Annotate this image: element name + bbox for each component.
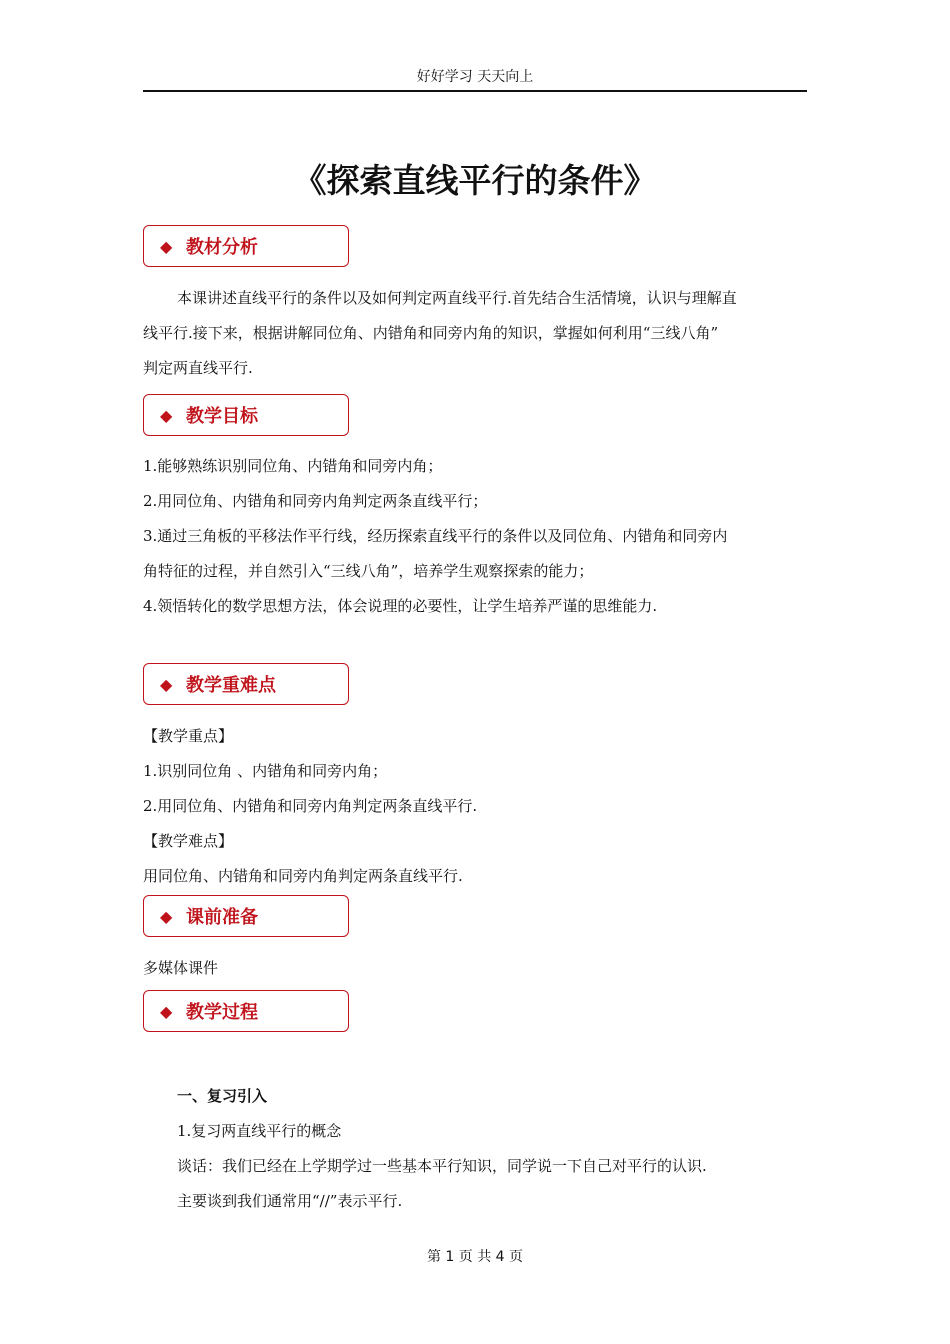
process-content — [177, 1079, 807, 1219]
section-key-points — [143, 663, 349, 705]
preparation-text: 多媒体课件 — [143, 959, 219, 977]
list-item: 1.能够熟练识别同位角、内错角和同旁内角； — [143, 457, 443, 475]
goals-list — [143, 449, 807, 624]
process-line: 1.复习两直线平行的概念 — [177, 1122, 342, 1140]
paragraph-line: 判定两直线平行. — [143, 359, 253, 377]
step-title: 一、复习引入 — [177, 1087, 268, 1105]
list-item: 用同位角、内错角和同旁内角判定两条直线平行. — [143, 867, 463, 885]
list-item: 4.领悟转化的数学思想方法，体会说理的必要性，让学生培养严谨的思维能力. — [143, 597, 658, 615]
analysis-paragraph — [143, 281, 807, 386]
section-goals — [143, 394, 349, 436]
list-item: 1.识别同位角 、内错角和同旁内角； — [143, 762, 388, 780]
diamond-icon: ◆ — [160, 405, 173, 425]
process-line: 主要谈到我们通常用“//”表示平行. — [177, 1192, 403, 1210]
diamond-icon: ◆ — [160, 906, 173, 926]
paragraph-line: 线平行.接下来，根据讲解同位角、内错角和同旁内角的知识，掌握如何利用“三线八角” — [143, 324, 719, 342]
diamond-icon: ◆ — [160, 1001, 173, 1021]
key-points-content — [143, 719, 807, 894]
list-item: 2.用同位角、内错角和同旁内角判定两条直线平行. — [143, 797, 478, 815]
section-label: 课前准备 — [186, 907, 258, 928]
paragraph-line: 本课讲述直线平行的条件以及如何判定两直线平行.首先结合生活情境，认识与理解直 — [177, 289, 737, 307]
page-footer: 第 1 页 共 4 页 — [426, 1249, 524, 1265]
section-analysis — [143, 225, 349, 267]
list-item: 角特征的过程，并自然引入“三线八角”，培养学生观察探索的能力； — [143, 562, 594, 580]
process-line: 谈话：我们已经在上学期学过一些基本平行知识，同学说一下自己对平行的认识. — [177, 1157, 707, 1175]
section-process — [143, 990, 349, 1032]
subheading-important: 【教学重点】 — [143, 727, 234, 745]
section-label: 教学重难点 — [186, 675, 276, 696]
section-label: 教学过程 — [186, 1002, 258, 1023]
subheading-difficult: 【教学难点】 — [143, 832, 234, 850]
diamond-icon: ◆ — [160, 674, 173, 694]
section-label: 教学目标 — [186, 406, 258, 427]
document-title: 《探索直线平行的条件》 — [293, 161, 657, 200]
diamond-icon: ◆ — [160, 236, 173, 256]
page-header: 好好学习 天天向上 — [143, 68, 807, 92]
list-item: 3.通过三角板的平移法作平行线，经历探索直线平行的条件以及同位角、内错角和同旁内 — [143, 527, 728, 545]
section-preparation — [143, 895, 349, 937]
section-label: 教材分析 — [186, 237, 258, 258]
list-item: 2.用同位角、内错角和同旁内角判定两条直线平行； — [143, 492, 488, 510]
